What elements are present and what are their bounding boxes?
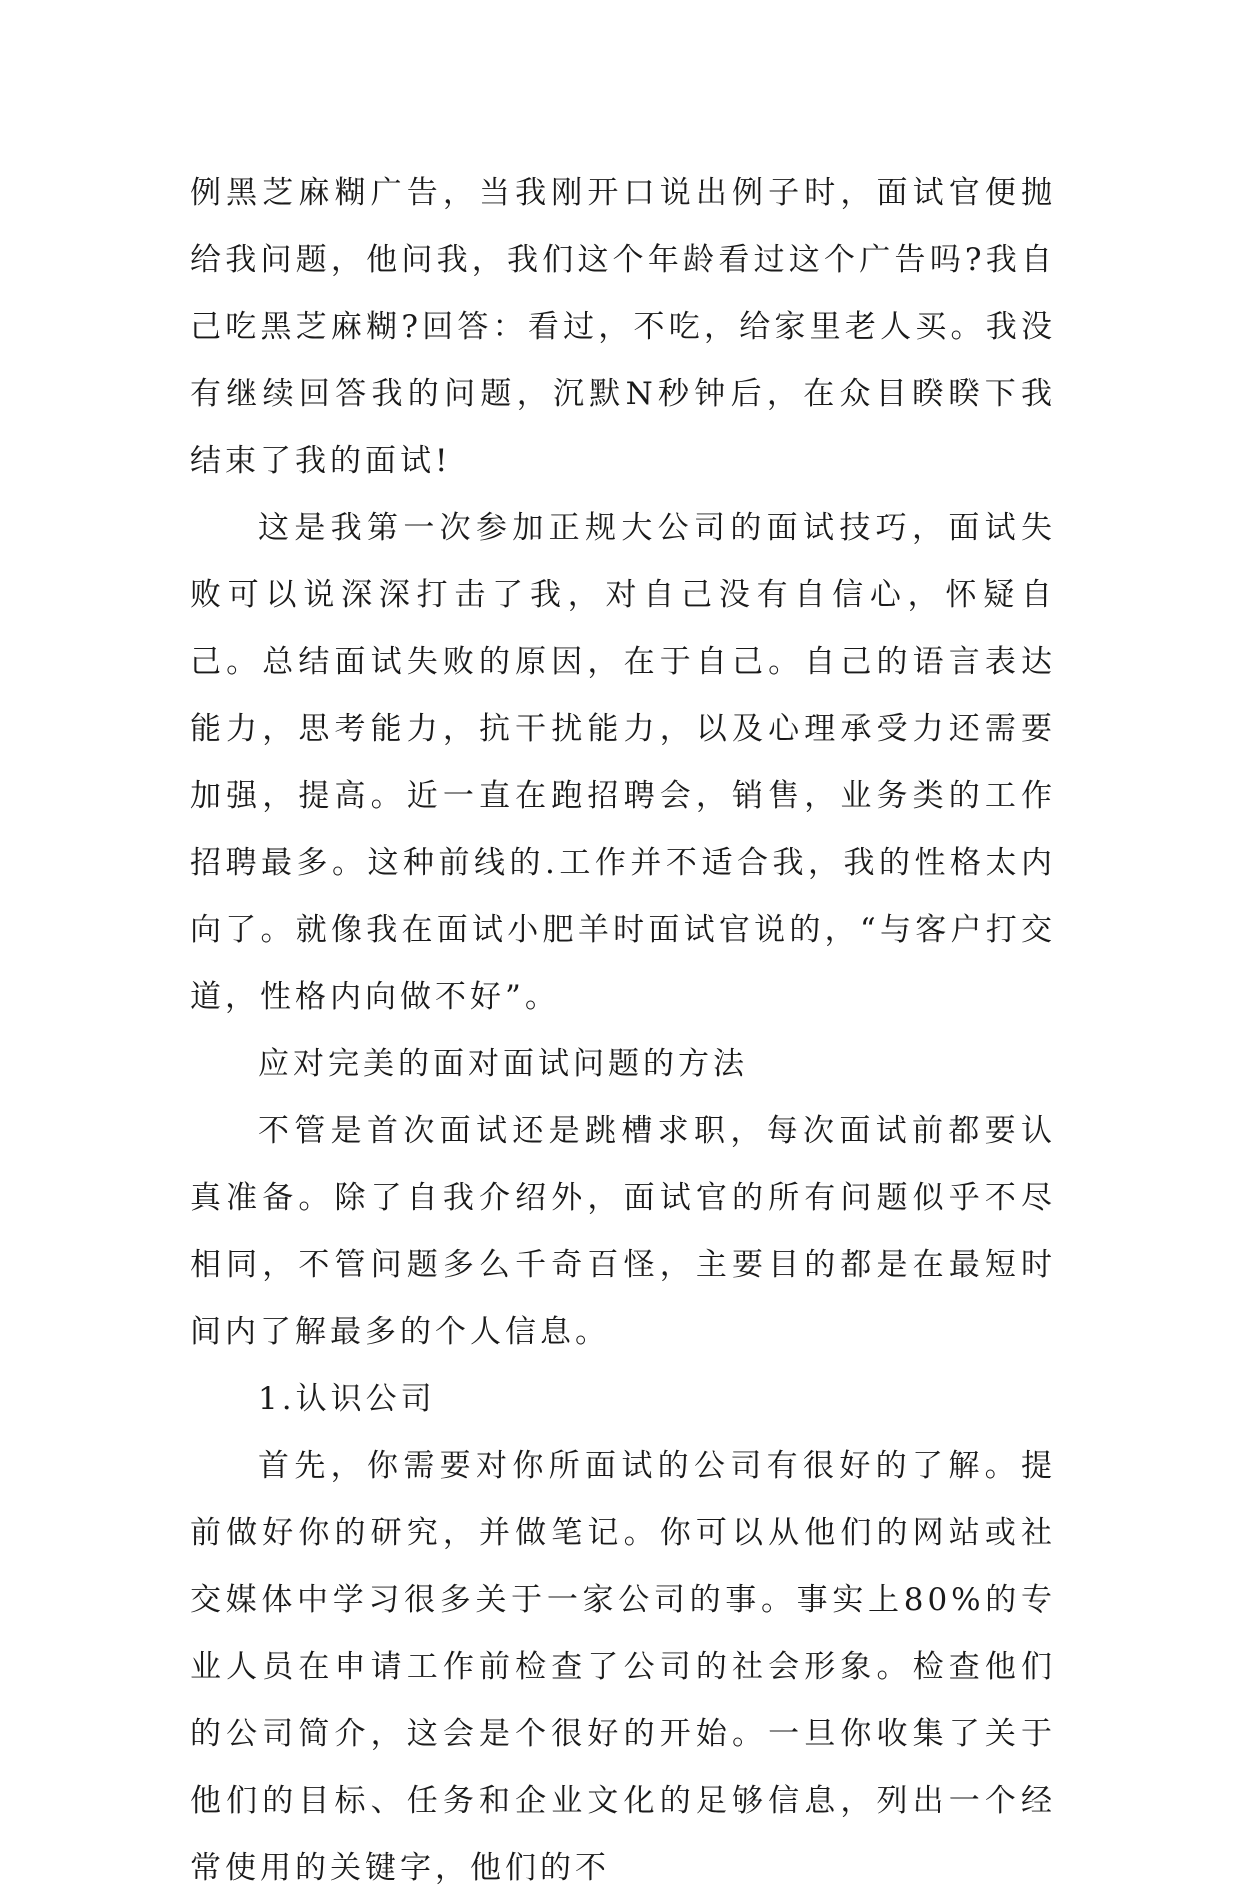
numbered-heading-1: 1.认识公司 bbox=[258, 1381, 436, 1417]
paragraph-2: 这是我第一次参加正规大公司的面试技巧，面试失败可以说深深打击了我，对自己没有自信心，怀疑自己。总结面试失败的原因，在于自己。自己的语言表达能力，思考能力，抗干扰能力，以及心理承受力还需要加强，提高。近一直在跑招聘会，销售，业务类的工作招聘最多。这种前线的.工作并不适合我，我的性格太内向了。就像我在面试小肥羊时面试官说的，“与客户打交道，性格内向做不好”。 bbox=[190, 510, 1056, 1015]
document-body bbox=[190, 160, 1056, 1902]
paragraph-6: 首先，你需要对你所面试的公司有很好的了解。提前做好你的研究，并做笔记。你可以从他们的网站或社交媒体中学习很多关于一家公司的事。事实上80%的专业人员在申请工作前检查了公司的社会形象。检查他们的公司简介，这会是个很好的开始。一旦你收集了关于他们的目标、任务和企业文化的足够信息，列出一个经常使用的关键字，他们的不 bbox=[190, 1448, 1056, 1886]
paragraph-4: 不管是首次面试还是跳槽求职，每次面试前都要认真准备。除了自我介绍外，面试官的所有问题似乎不尽相同，不管问题多么千奇百怪，主要目的都是在最短时间内了解最多的个人信息。 bbox=[190, 1113, 1056, 1350]
section-heading: 应对完美的面对面试问题的方法 bbox=[258, 1046, 748, 1082]
paragraph-1: 例黑芝麻糊广告，当我刚开口说出例子时，面试官便抛给我问题，他问我，我们这个年龄看过这个广告吗?我自己吃黑芝麻糊?回答：看过，不吃，给家里老人买。我没有继续回答我的问题，沉默N秒钟后，在众目睽睽下我结束了我的面试! bbox=[190, 175, 1056, 479]
